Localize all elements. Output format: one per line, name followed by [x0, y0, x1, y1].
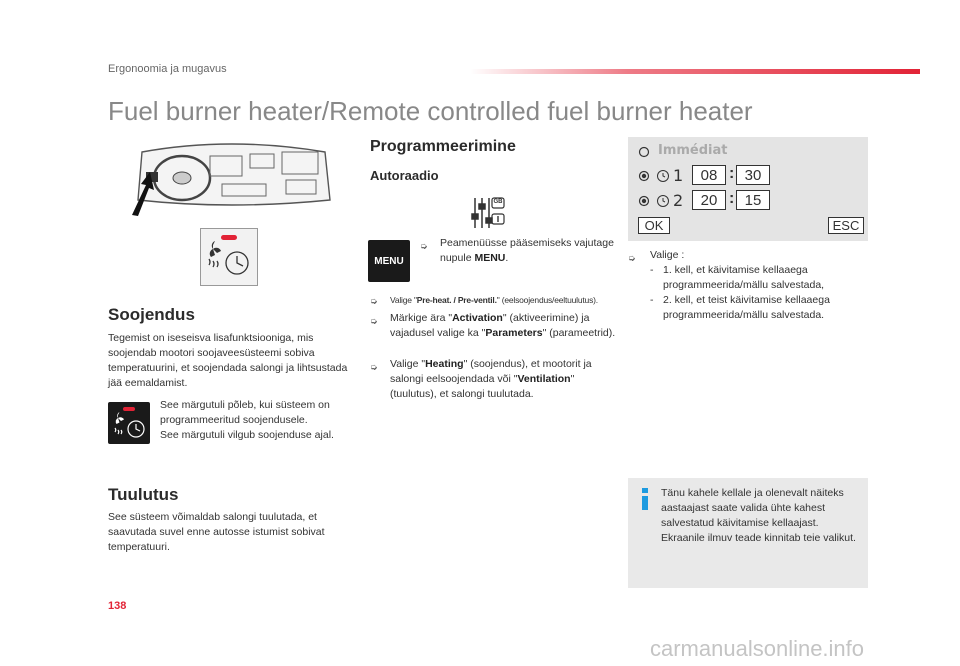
slot2-colon: : — [729, 190, 735, 207]
radio-selected-icon[interactable] — [638, 170, 650, 182]
watermark: carmanualsonline.info — [650, 636, 865, 661]
radio-empty-icon[interactable] — [638, 146, 650, 158]
heading-autoraadio: Autoraadio — [370, 168, 439, 183]
ok-button[interactable]: OK — [638, 217, 670, 234]
info-text: Tänu kahele kellale ja olenevalt näiteks aastaajast saate valida ühte kahest salvestatud käivitamise kellaajast. Ekraanile ilmuv teade kinnitab teie valikut. — [661, 487, 856, 544]
heading-programmeerimine: Programmeerimine — [370, 138, 516, 155]
clock-icon — [656, 169, 670, 183]
indicator-description — [160, 398, 355, 443]
bullet-icon: ➭ — [370, 296, 378, 306]
valige-item-1: 1. kell, et käivitamise kellaaega programmeerida/mällu salvestada, — [663, 264, 825, 291]
slot1-colon: : — [729, 165, 735, 182]
page-number: 138 — [108, 600, 127, 612]
heading-tuulutus: Tuulutus — [108, 485, 179, 504]
info-icon — [642, 488, 648, 510]
slot1-label: 1 — [673, 166, 684, 185]
indicator-text-blink: See märgutuli vilgub soojenduse ajal. — [160, 429, 334, 441]
list-dash: - — [650, 264, 654, 276]
header-accent-bar — [470, 69, 920, 74]
heading-soojendus: Soojendus — [108, 305, 195, 324]
heater-indicator-icon — [200, 228, 258, 286]
heater-indicator-small-icon — [108, 402, 150, 444]
menu-button[interactable]: MENU — [368, 240, 410, 282]
step-activation: Märkige ära "Activation" (aktiveerimine) ja vajadusel valige ka "Parameters" (parameetrid). — [390, 312, 616, 339]
step-heating: Valige "Heating" (soojendus), et mootorit ja salongi eelsoojendada või "Ventilation" (tuulutus), et salongi tuulutada. — [390, 358, 592, 400]
slot2-hour[interactable]: 20 — [692, 190, 726, 210]
valige-intro: Valige : — [650, 249, 685, 261]
slot1-minute[interactable]: 30 — [736, 165, 770, 185]
esc-button[interactable]: ESC — [828, 217, 864, 234]
list-dash: - — [650, 294, 654, 306]
bullet-icon: ➭ — [370, 362, 378, 372]
tuulutus-paragraph: See süsteem võimaldab salongi tuulutada, et saavutada suvel enne autosse istumist sobivat temperatuuri. — [108, 511, 325, 553]
clock-icon — [656, 194, 670, 208]
timer-screen — [628, 137, 868, 241]
section-breadcrumb: Ergonoomia ja mugavus — [108, 63, 227, 75]
valige-item-2: 2. kell, et teist käivitamise kellaaega programmeerida/mällu salvestada. — [663, 294, 830, 321]
soojendus-paragraph: Tegemist on iseseisva lisafunktsiooniga, mis soojendab mootori soojaveesüsteemi sobiva temperatuurini, et soojendada salongi ja lihtsustada jää eemaldamist. — [108, 332, 348, 389]
bullet-icon: ➭ — [420, 241, 428, 251]
info-box — [628, 478, 868, 588]
slot2-minute[interactable]: 15 — [736, 190, 770, 210]
immediat-label: Immédiat — [658, 143, 728, 158]
step-select-preheat: Valige "Pre-heat. / Pre-ventil." (eelsoojendus/eeltuulutus). — [390, 295, 598, 305]
page-title: Fuel burner heater/Remote controlled fuel burner heater — [108, 96, 753, 126]
indicator-text-on: See märgutuli põleb, kui süsteem on programmeeritud soojendusele. — [160, 399, 330, 426]
radio-selected-icon[interactable] — [638, 195, 650, 207]
gb-label: GB — [493, 199, 503, 205]
bullet-icon: ➭ — [628, 253, 636, 263]
bullet-icon: ➭ — [370, 316, 378, 326]
radio-settings-icon — [470, 196, 506, 230]
slot1-hour[interactable]: 08 — [692, 165, 726, 185]
dashboard-illustration — [120, 140, 335, 220]
step-main-menu: Peamenüüsse pääsemiseks vajutage nupule MENU. — [440, 237, 614, 264]
slot2-label: 2 — [673, 191, 684, 210]
